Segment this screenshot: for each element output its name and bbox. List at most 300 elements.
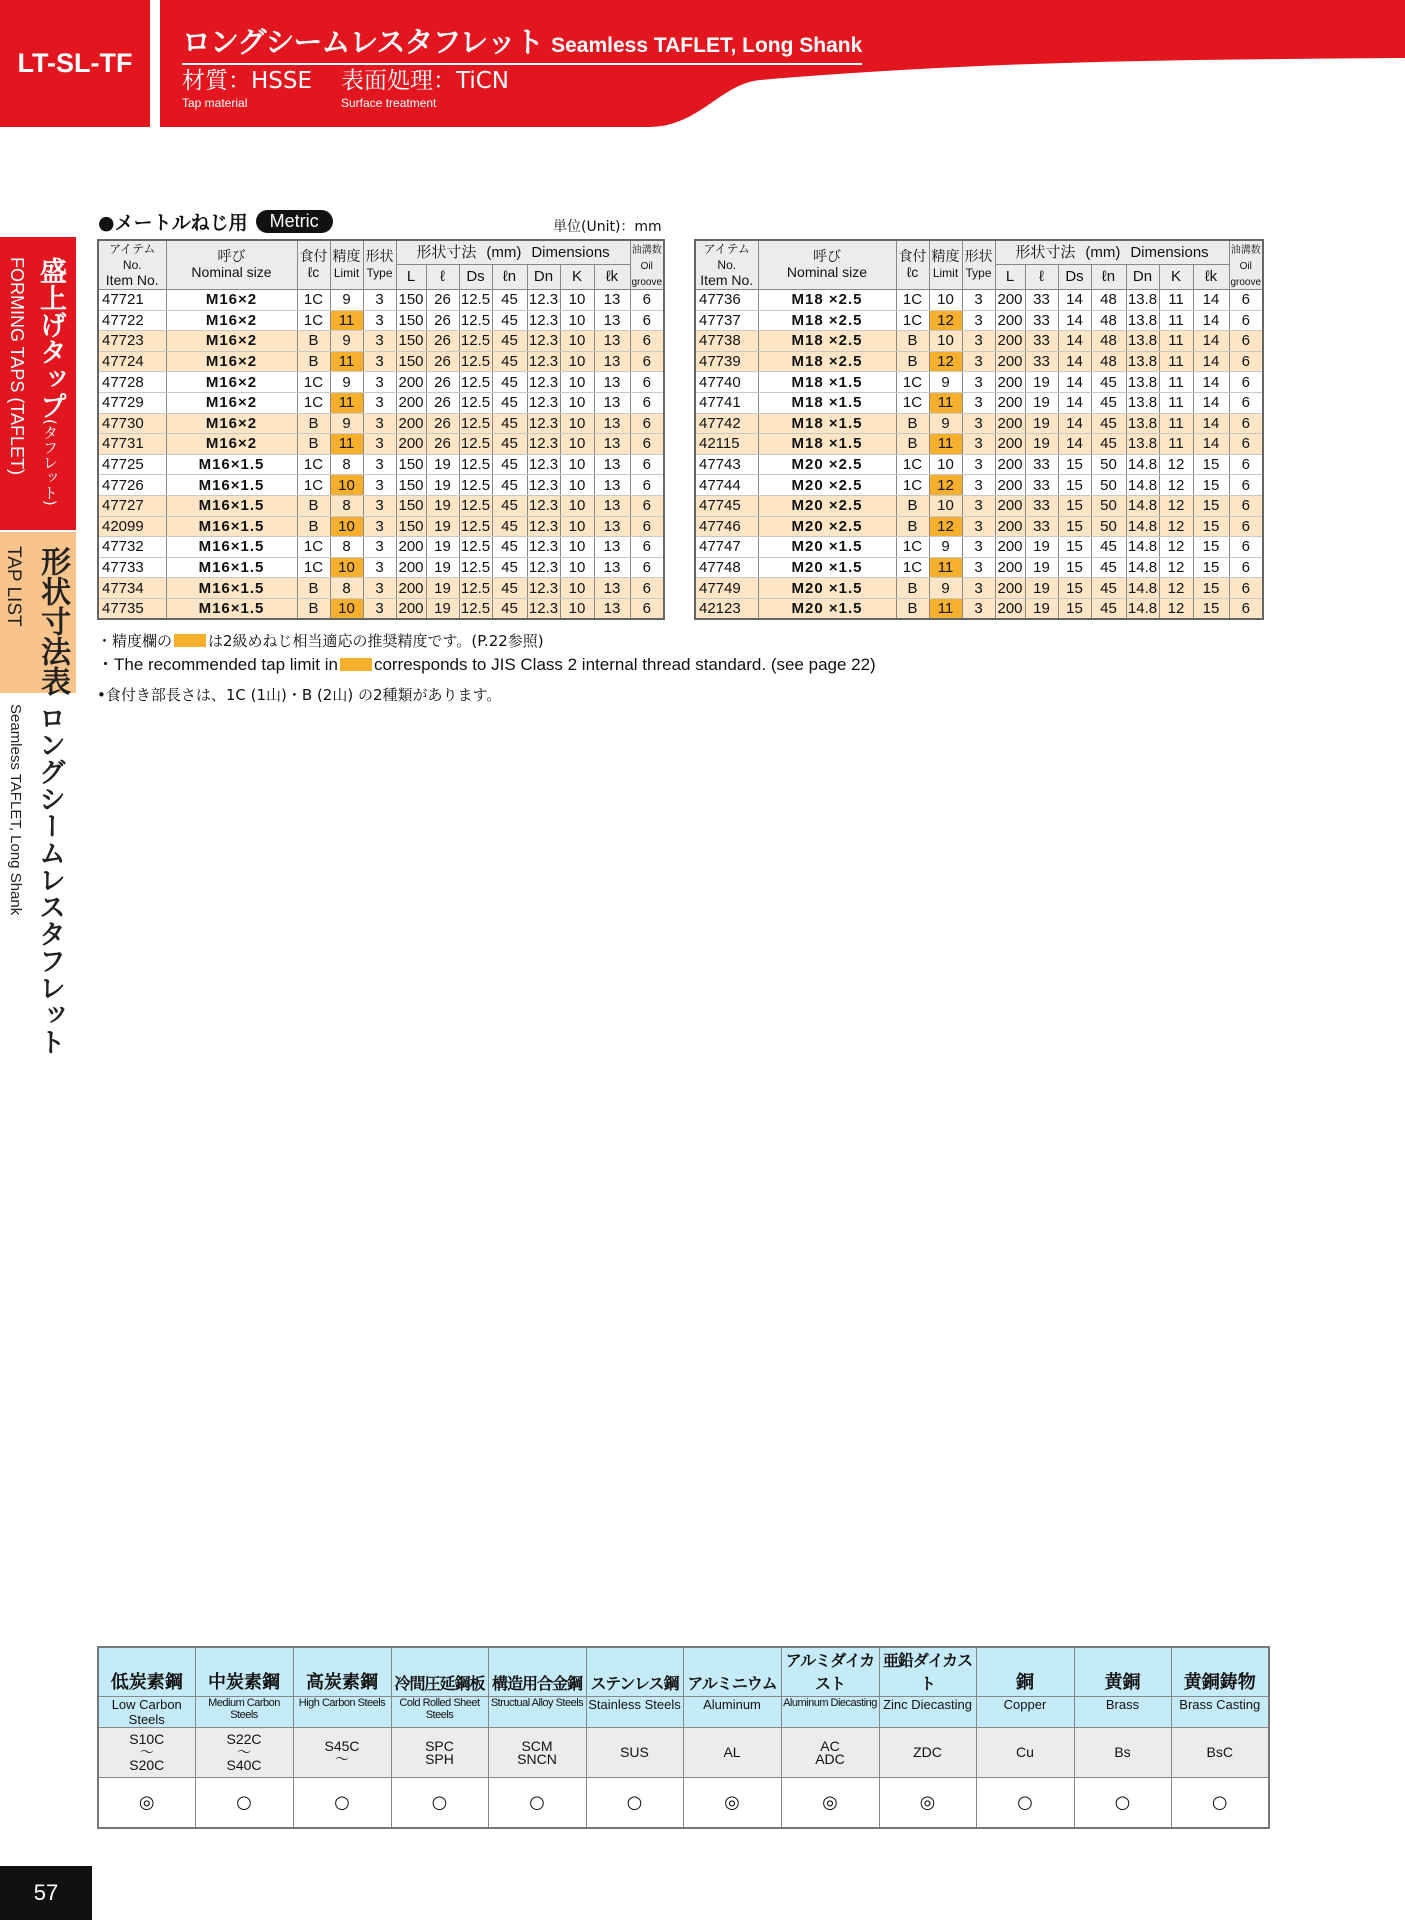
cell-l: 33 xyxy=(1025,495,1058,516)
cell-limit: 11 xyxy=(330,310,363,331)
cell-ln: 45 xyxy=(1091,598,1126,619)
cell-type: 3 xyxy=(363,537,396,558)
cell-Ds: 12.5 xyxy=(460,456,491,474)
suitability-mark: ◎ xyxy=(781,1778,879,1828)
cell-item: 42099 xyxy=(98,516,166,537)
product-title-en: Seamless TAFLET, Long Shank xyxy=(551,34,863,57)
cell-L: 200 xyxy=(396,413,426,434)
col-oil-text: 油溝数 xyxy=(631,245,662,256)
material-grade xyxy=(391,1728,488,1778)
cell-oil: 6 xyxy=(1229,290,1263,311)
cell-nominal: M18 ×2.5 xyxy=(758,351,896,372)
cell-type: 3 xyxy=(962,331,995,352)
cell-lk: 13 xyxy=(594,392,630,413)
cell-Ds: 15 xyxy=(1058,475,1091,496)
cell-lc: 1C xyxy=(896,310,929,331)
product-title-jp: ロングシームレスタフレット xyxy=(182,25,544,59)
cell-oil: 6 xyxy=(630,290,664,311)
cell-limit: 9 xyxy=(929,372,962,393)
cell-type: 3 xyxy=(962,392,995,413)
cell-ln: 45 xyxy=(1091,372,1126,393)
cell-Ds: 12.5 xyxy=(460,497,491,515)
cell-limit: 8 xyxy=(330,578,363,599)
cell-oil: 6 xyxy=(630,372,664,393)
cell-l: 19 xyxy=(426,537,459,558)
cell-Ds: 12.5 xyxy=(460,394,491,412)
table-row xyxy=(695,413,1263,434)
cell-oil: 6 xyxy=(1229,413,1263,434)
cell-Ds: 12.5 xyxy=(460,517,491,535)
cell-L: 150 xyxy=(396,351,426,372)
cell-oil: 6 xyxy=(1229,434,1263,455)
cell-L: 200 xyxy=(995,557,1025,578)
cell-nominal: M16×2 xyxy=(166,351,297,372)
cell-limit: 12 xyxy=(929,475,962,496)
material-grade xyxy=(1074,1728,1171,1778)
col-item-text: アイテム No. xyxy=(109,242,156,272)
cell-type: 3 xyxy=(962,598,995,619)
col-dimensions-text: (mm) xyxy=(1085,243,1121,261)
table-row xyxy=(98,351,664,372)
material-name-en: Low Carbon Steels xyxy=(98,1697,195,1728)
col-chamfer xyxy=(297,240,330,290)
cell-oil: 6 xyxy=(630,310,664,331)
cell-ln: 48 xyxy=(1091,351,1126,372)
cell-ln: 48 xyxy=(1091,331,1126,352)
cell-nominal: M20 ×2.5 xyxy=(758,495,896,516)
cell-Ds: 14 xyxy=(1058,331,1091,352)
cell-l: 19 xyxy=(426,598,459,619)
tab-tap-list[interactable] xyxy=(0,532,76,696)
cell-type: 3 xyxy=(962,413,995,434)
col-oil xyxy=(630,240,664,290)
cell-Dn: 12.3 xyxy=(528,435,559,453)
col-limit-text: Limit xyxy=(333,266,360,280)
suitability-mark: ○ xyxy=(1074,1778,1171,1828)
cell-lk: 13 xyxy=(594,372,630,393)
col-nominal xyxy=(758,240,896,290)
cell-l: 19 xyxy=(426,475,459,496)
cell-item: 47739 xyxy=(695,351,758,372)
cell-K: 12 xyxy=(1159,454,1193,475)
cell-item: 47723 xyxy=(98,331,166,352)
material-name-jp: 低炭素鋼 xyxy=(98,1647,195,1697)
cell-limit: 8 xyxy=(330,537,363,558)
cell-nominal: M18 ×2.5 xyxy=(758,310,896,331)
suitability-mark: ○ xyxy=(976,1778,1074,1828)
cell-oil: 6 xyxy=(1229,537,1263,558)
cell-K: 10 xyxy=(560,537,594,558)
cell-type: 3 xyxy=(363,392,396,413)
cell-Ds: 15 xyxy=(1058,598,1091,619)
col-dim-5: Dn xyxy=(1126,264,1159,289)
cell-oil: 6 xyxy=(630,598,664,619)
col-limit-text: 精度 xyxy=(931,248,960,264)
cell-K: 12 xyxy=(1159,475,1193,496)
cell-lk: 14 xyxy=(1193,351,1229,372)
cell-K: 11 xyxy=(1159,434,1193,455)
cell-Ds: 15 xyxy=(1058,557,1091,578)
cell-limit: 9 xyxy=(330,413,363,434)
table-row xyxy=(98,372,664,393)
cell-lc: 1C xyxy=(896,557,929,578)
material-grade-text: SCM xyxy=(521,1737,553,1754)
cell-l: 26 xyxy=(426,310,459,331)
material-grade-text: S45C xyxy=(324,1737,360,1754)
cell-Dn: 13.8 xyxy=(1127,332,1158,350)
cell-lc: B xyxy=(896,331,929,352)
cell-Dn: 13.8 xyxy=(1127,394,1158,412)
table-row xyxy=(98,598,664,619)
cell-type: 3 xyxy=(363,578,396,599)
material-suitability-table xyxy=(97,1646,1270,1829)
cell-nominal: M16×2 xyxy=(166,310,297,331)
material-name-jp: アルミニウム xyxy=(683,1647,781,1697)
tab-tap-list-jp: 形状寸法表 xyxy=(35,546,70,696)
cell-item: 47742 xyxy=(695,413,758,434)
table-row xyxy=(695,310,1263,331)
cell-ln: 45 xyxy=(1091,392,1126,413)
cell-l: 26 xyxy=(426,392,459,413)
material-grade-text: BsC xyxy=(1206,1744,1233,1760)
cell-ln: 45 xyxy=(492,516,527,537)
cell-item: 47732 xyxy=(98,537,166,558)
cell-l: 19 xyxy=(1025,413,1058,434)
cell-Ds: 14 xyxy=(1058,310,1091,331)
cell-Dn: 13.8 xyxy=(1127,291,1158,309)
material-grade-text: SPH xyxy=(425,1750,454,1767)
cell-K: 12 xyxy=(1159,578,1193,599)
cell-lc: 1C xyxy=(297,310,330,331)
material-name-en: Aluminum xyxy=(683,1697,781,1728)
cell-K: 10 xyxy=(560,351,594,372)
material-name-jp: 銅 xyxy=(976,1647,1074,1697)
col-chamfer-text: ℓc xyxy=(307,264,320,280)
col-dim-1: L xyxy=(396,264,426,289)
material-name-jp: アルミダイカスト xyxy=(781,1647,879,1697)
cell-nominal: M16×2 xyxy=(166,413,297,434)
col-dim-5: Dn xyxy=(527,264,560,289)
cell-lc: B xyxy=(297,598,330,619)
cell-oil: 6 xyxy=(1229,495,1263,516)
cell-limit: 11 xyxy=(929,598,962,619)
cell-lk: 13 xyxy=(594,331,630,352)
cell-K: 11 xyxy=(1159,290,1193,311)
cell-lc: B xyxy=(297,331,330,352)
cell-l: 19 xyxy=(1025,392,1058,413)
cell-l: 33 xyxy=(1025,290,1058,311)
cell-Ds: 15 xyxy=(1058,454,1091,475)
cell-type: 3 xyxy=(962,495,995,516)
cell-item: 47735 xyxy=(98,598,166,619)
table-row xyxy=(98,475,664,496)
cell-nominal: M20 ×2.5 xyxy=(758,516,896,537)
cell-L: 150 xyxy=(396,516,426,537)
material-name-jp: 黄銅 xyxy=(1074,1647,1171,1697)
cell-Dn: 14.8 xyxy=(1127,476,1158,494)
cell-lk: 13 xyxy=(594,413,630,434)
cell-type: 3 xyxy=(962,537,995,558)
cell-ln: 48 xyxy=(1091,290,1126,311)
material-grade-text: AL xyxy=(723,1744,741,1760)
cell-lk: 15 xyxy=(1193,454,1229,475)
cell-ln: 45 xyxy=(492,578,527,599)
col-type-text: 形状 xyxy=(365,248,394,264)
cell-oil: 6 xyxy=(630,495,664,516)
table-row xyxy=(695,516,1263,537)
cell-l: 19 xyxy=(1025,578,1058,599)
cell-limit: 12 xyxy=(929,351,962,372)
limit-swatch xyxy=(340,658,372,671)
cell-oil: 6 xyxy=(1229,372,1263,393)
cell-lc: 1C xyxy=(297,290,330,311)
cell-l: 26 xyxy=(426,331,459,352)
cell-lc: B xyxy=(896,413,929,434)
cell-nominal: M16×1.5 xyxy=(166,598,297,619)
material-grade-text: S40C xyxy=(226,1757,262,1773)
cell-item: 47736 xyxy=(695,290,758,311)
cell-l: 33 xyxy=(1025,454,1058,475)
cell-K: 10 xyxy=(560,454,594,475)
cell-item: 47747 xyxy=(695,537,758,558)
col-chamfer-text: ℓc xyxy=(906,264,919,280)
cell-nominal: M16×2 xyxy=(166,434,297,455)
surface-treatment-sub: Surface treatment xyxy=(341,96,437,110)
cell-Dn: 14.8 xyxy=(1127,497,1158,515)
table-row xyxy=(98,495,664,516)
cell-K: 11 xyxy=(1159,310,1193,331)
material-grade-text: S22C xyxy=(226,1731,262,1747)
cell-K: 12 xyxy=(1159,537,1193,558)
cell-Dn: 12.3 xyxy=(528,497,559,515)
cell-limit: 11 xyxy=(929,557,962,578)
cell-ln: 45 xyxy=(1091,434,1126,455)
cell-limit: 10 xyxy=(330,557,363,578)
cell-ln: 50 xyxy=(1091,495,1126,516)
cell-Dn: 13.8 xyxy=(1127,414,1158,432)
col-dim-4: ℓn xyxy=(1091,264,1126,289)
cell-L: 200 xyxy=(995,516,1025,537)
cell-item: 47733 xyxy=(98,557,166,578)
col-dimensions-text: Dimensions xyxy=(531,243,610,261)
material-name-en: Brass Casting xyxy=(1171,1697,1269,1728)
col-type-text: Type xyxy=(366,266,393,280)
cell-nominal: M16×1.5 xyxy=(166,495,297,516)
col-dimensions xyxy=(995,240,1229,264)
cell-lk: 13 xyxy=(594,475,630,496)
cell-L: 200 xyxy=(396,392,426,413)
cell-lc: 1C xyxy=(297,537,330,558)
metric-table-right xyxy=(694,239,1264,620)
cell-Ds: 15 xyxy=(1058,537,1091,558)
cell-type: 3 xyxy=(363,454,396,475)
cell-Dn: 12.3 xyxy=(528,538,559,556)
cell-lk: 13 xyxy=(594,290,630,311)
cell-lc: B xyxy=(297,495,330,516)
cell-L: 200 xyxy=(995,290,1025,311)
tab-forming-jp: 盛上げタップ(タフレット) xyxy=(35,257,66,506)
cell-nominal: M20 ×1.5 xyxy=(758,598,896,619)
material-name-jp: 中炭素鋼 xyxy=(195,1647,293,1697)
cell-ln: 45 xyxy=(492,392,527,413)
cell-K: 10 xyxy=(560,516,594,537)
cell-l: 19 xyxy=(426,557,459,578)
cell-L: 200 xyxy=(995,454,1025,475)
cell-l: 33 xyxy=(1025,351,1058,372)
cell-type: 3 xyxy=(363,413,396,434)
tap-material xyxy=(182,62,312,110)
col-dim-2: ℓ xyxy=(426,264,459,289)
tap-material-label: 材質：HSSE xyxy=(182,68,313,94)
cell-oil: 6 xyxy=(1229,310,1263,331)
tab-forming-taps[interactable] xyxy=(0,237,76,530)
cell-K: 11 xyxy=(1159,372,1193,393)
material-name-en: High Carbon Steels xyxy=(293,1697,391,1728)
col-limit xyxy=(929,240,962,290)
material-grade xyxy=(98,1728,195,1778)
cell-lc: B xyxy=(896,598,929,619)
tab-product-jp: ロングシームレスタフレット xyxy=(34,704,65,1055)
cell-Dn: 14.8 xyxy=(1127,456,1158,474)
cell-oil: 6 xyxy=(630,392,664,413)
material-grade-text: ZDC xyxy=(913,1744,942,1760)
cell-limit: 8 xyxy=(330,495,363,516)
cell-L: 200 xyxy=(995,392,1025,413)
cell-lk: 13 xyxy=(594,454,630,475)
cell-type: 3 xyxy=(363,495,396,516)
material-grade-text: AC xyxy=(820,1737,840,1754)
cell-type: 3 xyxy=(962,290,995,311)
note-limit-en: ・The recommended tap limit in corresponds to JIS Class 2 internal thread standard. (see page 22) xyxy=(97,655,876,674)
cell-limit: 11 xyxy=(330,351,363,372)
cell-Ds: 12.5 xyxy=(460,332,491,350)
cell-L: 200 xyxy=(396,578,426,599)
cell-Ds: 15 xyxy=(1058,516,1091,537)
cell-Dn: 14.8 xyxy=(1127,579,1158,597)
table-row xyxy=(695,392,1263,413)
material-grade-text: Bs xyxy=(1114,1744,1131,1760)
cell-ln: 45 xyxy=(492,351,527,372)
cell-oil: 6 xyxy=(1229,351,1263,372)
cell-item: 47748 xyxy=(695,557,758,578)
material-name-jp: ステンレス鋼 xyxy=(586,1647,683,1697)
cell-K: 10 xyxy=(560,290,594,311)
cell-K: 11 xyxy=(1159,392,1193,413)
col-nominal-text: 呼び xyxy=(217,248,246,264)
cell-lk: 15 xyxy=(1193,557,1229,578)
cell-L: 150 xyxy=(396,454,426,475)
cell-nominal: M18 ×2.5 xyxy=(758,331,896,352)
cell-nominal: M18 ×1.5 xyxy=(758,392,896,413)
cell-type: 3 xyxy=(962,454,995,475)
cell-Dn: 12.3 xyxy=(528,353,559,371)
cell-limit: 10 xyxy=(929,495,962,516)
material-name-en: Structual Alloy Steels xyxy=(488,1697,586,1728)
cell-item: 47729 xyxy=(98,392,166,413)
cell-Ds: 15 xyxy=(1058,578,1091,599)
cell-L: 200 xyxy=(995,475,1025,496)
material-name-en: Aluminum Diecasting xyxy=(781,1697,879,1728)
cell-Ds: 12.5 xyxy=(460,414,491,432)
cell-L: 200 xyxy=(396,434,426,455)
cell-ln: 45 xyxy=(1091,557,1126,578)
cell-K: 10 xyxy=(560,495,594,516)
cell-ln: 50 xyxy=(1091,454,1126,475)
col-nominal-text: 呼び xyxy=(813,248,841,264)
cell-K: 10 xyxy=(560,413,594,434)
cell-lk: 14 xyxy=(1193,331,1229,352)
cell-K: 10 xyxy=(560,578,594,599)
table-row xyxy=(98,290,664,311)
cell-lk: 13 xyxy=(594,516,630,537)
material-grade xyxy=(586,1728,683,1778)
cell-type: 3 xyxy=(962,310,995,331)
cell-lc: 1C xyxy=(896,454,929,475)
cell-item: 47728 xyxy=(98,372,166,393)
tab-tap-list-en: TAP LIST xyxy=(3,546,24,627)
cell-lc: 1C xyxy=(297,557,330,578)
cell-type: 3 xyxy=(363,290,396,311)
limit-swatch xyxy=(174,634,206,647)
cell-Ds: 12.5 xyxy=(460,559,491,577)
cell-lc: 1C xyxy=(896,372,929,393)
table-row xyxy=(98,537,664,558)
cell-type: 3 xyxy=(363,434,396,455)
cell-ln: 45 xyxy=(492,475,527,496)
cell-Dn: 13.8 xyxy=(1127,311,1158,329)
col-nominal xyxy=(166,240,297,290)
material-grade xyxy=(976,1728,1074,1778)
col-dim-7: ℓk xyxy=(594,264,630,289)
cell-K: 11 xyxy=(1159,331,1193,352)
cell-Dn: 12.3 xyxy=(528,559,559,577)
cell-L: 200 xyxy=(995,537,1025,558)
cell-lc: B xyxy=(896,495,929,516)
cell-item: 47726 xyxy=(98,475,166,496)
section-caption xyxy=(98,208,333,235)
col-item xyxy=(98,240,166,290)
cell-nominal: M18 ×1.5 xyxy=(758,413,896,434)
cell-lk: 14 xyxy=(1193,434,1229,455)
cell-limit: 11 xyxy=(330,434,363,455)
cell-lk: 14 xyxy=(1193,310,1229,331)
cell-oil: 6 xyxy=(630,454,664,475)
cell-lk: 15 xyxy=(1193,495,1229,516)
cell-nominal: M18 ×2.5 xyxy=(758,290,896,311)
cell-L: 200 xyxy=(396,557,426,578)
table-row xyxy=(98,516,664,537)
cell-Ds: 12.5 xyxy=(460,353,491,371)
cell-lc: B xyxy=(896,351,929,372)
cell-item: 47734 xyxy=(98,578,166,599)
cell-oil: 6 xyxy=(1229,392,1263,413)
tab-forming-en: FORMING TAPS (TAFLET) xyxy=(7,257,27,476)
table-row xyxy=(695,372,1263,393)
col-type-text: Type xyxy=(965,266,992,280)
cell-lk: 15 xyxy=(1193,598,1229,619)
cell-Ds: 14 xyxy=(1058,372,1091,393)
col-chamfer-text: 食付 xyxy=(898,248,927,264)
cell-oil: 6 xyxy=(630,578,664,599)
cell-ln: 45 xyxy=(1091,413,1126,434)
cell-oil: 6 xyxy=(630,434,664,455)
cell-l: 19 xyxy=(426,454,459,475)
col-dimensions-text: 形状寸法 xyxy=(416,243,477,261)
cell-Dn: 13.8 xyxy=(1127,353,1158,371)
cell-lc: B xyxy=(896,434,929,455)
section-title: ●メートルねじ用 xyxy=(98,212,248,234)
cell-nominal: M20 ×2.5 xyxy=(758,454,896,475)
